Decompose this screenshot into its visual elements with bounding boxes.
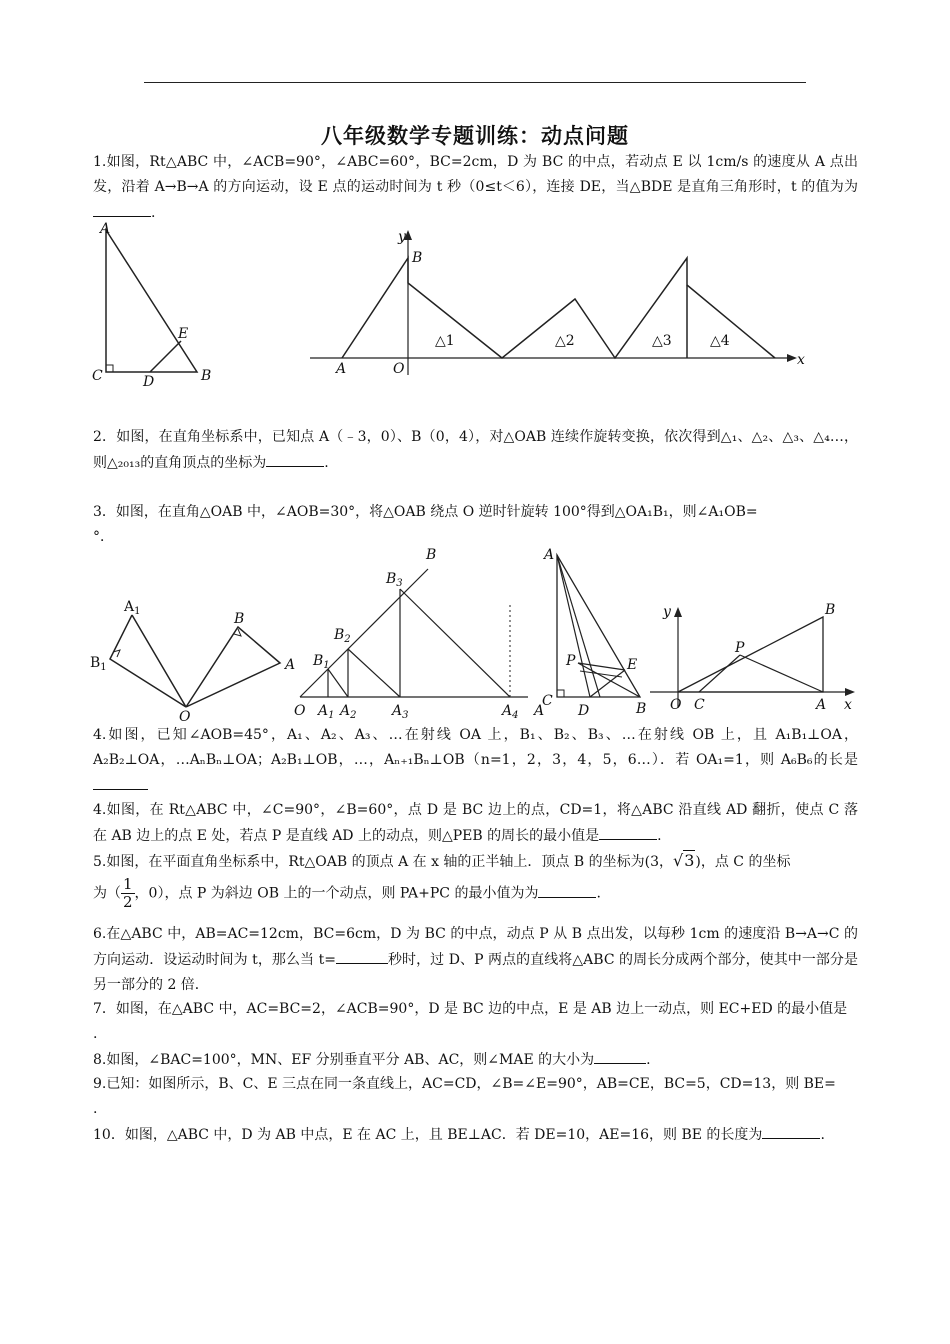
fig2-triangle-3: △3 (652, 333, 672, 349)
question-2-text: 2．如图，在直角坐标系中，已知点 A（﹣3，0）、B（0，4），对△OAB 连续作旋转变换，依次得到△₁、△₂、△₃、△₄…，则△₂₀₁₃的直角顶点的坐标为 (93, 429, 858, 471)
question-4a-text: 4.如图，已知∠AOB=45°，A₁、A₂、A₃、…在射线 OA 上，B₁、B₂、B₃、…在射线 OB 上，且 A₁B₁⊥OA，A₂B₂⊥OA，…AₙBₙ⊥OA；A₂B₁⊥OB，…，Aₙ₊₁Bₙ⊥OB（n=1，2，3，4，5，6…）．若 OA₁=1，则 A₆B₆的长是 (93, 727, 858, 768)
question-8-text: 8.如图，∠BAC=100°，MN、EF 分别垂直平分 AB、AC，则∠MAE 的大小为 (93, 1052, 595, 1068)
question-6-text-1: 6.在△ABC 中，AB=AC=12cm，BC=6cm，D 为 BC 的中点，动点 P 从 B 点出发，以每秒 1cm 的速度沿 B→A→C 的方向运动．设运动时间为 t，那么当 t= (93, 926, 858, 968)
fig1-label-d: D (143, 374, 155, 390)
fig5-label-e: E (627, 657, 638, 673)
answer-blank[interactable] (538, 881, 596, 898)
fig2-label-o: O (393, 361, 405, 377)
figure-triangle-abc (85, 220, 225, 390)
fig4-label-a1: $A_1$ (318, 703, 335, 721)
fig1-label-c: C (92, 368, 103, 384)
answer-blank[interactable] (594, 1047, 646, 1064)
page-title: 八年级数学专题训练：动点问题 (321, 124, 629, 148)
fig6-label-y: y (663, 604, 671, 620)
question-1: 1.如图，Rt△ABC 中，∠ACB=90°，∠ABC=60°，BC=2cm，D 为 BC 的中点，若动点 E 以 1cm/s 的速度从 A 点出发，沿着 A→B→A 的方向运动，设 E 点的运动时间为 t 秒（0≤t＜6），连接 DE，当△BDE 是直角三角形时，t 的值为为. (93, 154, 858, 221)
fig4-label-a3: $A_3$ (392, 703, 409, 721)
answer-blank[interactable] (266, 450, 324, 467)
question-7: 7．如图，在△ABC 中，AC=BC=2，∠ACB=90°，D 是 BC 边的中点，E 是 AB 边上一动点，则 EC+ED 的最小值是 . (93, 1001, 848, 1042)
fig6-label-a: A (816, 697, 827, 713)
fig5-label-a: A (544, 547, 555, 563)
answer-blank[interactable] (93, 200, 151, 217)
fig4-label-b1: $B_1$ (313, 653, 330, 671)
figure-coordinate-triangle (650, 598, 865, 720)
figure-fold-triangle (532, 545, 652, 720)
fig4-label-o: O (294, 703, 306, 719)
question-10-text: 10．如图，△ABC 中，D 为 AB 中点，E 在 AC 上，且 BE⊥AC．若 DE=10，AE=16，则 BE 的长度为 (93, 1127, 763, 1143)
question-10: 10．如图，△ABC 中，D 为 AB 中点，E 在 AC 上，且 BE⊥AC．若 DE=10，AE=16，则 BE 的长度为 . (93, 1122, 858, 1148)
fig5-label-c: C (542, 693, 553, 709)
question-9-text: 9.已知：如图所示，B、C、E 三点在同一条直线上，AC=CD，∠B=∠E=90°，AB=CE，BC=5，CD=13，则 BE= (93, 1076, 836, 1092)
fig1-label-a: A (100, 221, 111, 237)
figure-staircase-perpendiculars (288, 545, 553, 725)
fig1-label-e: E (178, 326, 189, 342)
fig6-label-o: O (670, 697, 682, 713)
fig4-label-a4: $A_4$ (502, 703, 519, 721)
fig2-label-x: x (797, 352, 805, 368)
question-7-text: 7．如图，在△ABC 中，AC=BC=2，∠ACB=90°，D 是 BC 边的中点，E 是 AB 边上一动点，则 EC+ED 的最小值是 (93, 1001, 848, 1017)
fig2-label-b: B (412, 250, 423, 266)
fig4-label-b2: $B_2$ (334, 627, 351, 645)
fraction-half: $\frac{1}{2}$ (123, 875, 133, 911)
question-5-text-1: 5.如图，在平面直角坐标系中，Rt△OAB 的顶点 A 在 x 轴的正半轴上．顶点 B 的坐标为(3， (93, 854, 673, 870)
fig5-label-d: D (578, 703, 590, 719)
sqrt-symbol: √3 (672, 851, 695, 870)
fig6-label-x: x (844, 697, 852, 713)
fig4-label-b: B (426, 547, 437, 563)
question-5: 5.如图，在平面直角坐标系中，Rt△OAB 的顶点 A 在 x 轴的正半轴上．顶点 B 的坐标为(3，√3)，点 C 的坐标 为（ $\frac{1}{2}$ ，0），点 P 为斜边 OB 上的一个动点，则 PA+PC 的最小值为为 . (93, 847, 858, 911)
question-2: 2．如图，在直角坐标系中，已知点 A（﹣3，0）、B（0，4），对△OAB 连续作旋转变换，依次得到△₁、△₂、△₃、△₄…，则△₂₀₁₃的直角顶点的坐标为 . (93, 429, 858, 471)
question-6: 6.在△ABC 中，AB=AC=12cm，BC=6cm，D 为 BC 的中点，动点 P 从 B 点出发，以每秒 1cm 的速度沿 B→A→C 的方向运动．设运动时间为 t，那么当 t= 秒时，过 D、P 两点的直线将△ABC 的周长分成两个部分，使其中一部分是另一部分的 2 倍． (93, 926, 858, 993)
fig6-label-c: C (694, 697, 705, 713)
fig2-triangle-1: △1 (435, 333, 455, 349)
fig3-label-a1: $A_1$ (124, 599, 141, 617)
fig3-label-a: A (285, 657, 296, 673)
fig2-label-y: y (398, 229, 406, 245)
fig5-label-p: P (566, 653, 576, 669)
fig3-label-o: O (179, 709, 191, 725)
fig4-label-a2: $A_2$ (340, 703, 357, 721)
fig4-label-b3: $B_3$ (386, 571, 403, 589)
fig4-label-a: A (534, 703, 545, 719)
answer-blank[interactable] (762, 1122, 820, 1139)
question-8: 8.如图，∠BAC=100°，MN、EF 分别垂直平分 AB、AC，则∠MAE 的大小为 . (93, 1047, 858, 1073)
question-3-text: 3．如图，在直角△OAB 中，∠AOB=30°，将△OAB 绕点 O 逆时针旋转 100°得到△OA₁B₁，则∠A₁OB= (93, 504, 758, 520)
fig3-label-b1: $B_1$ (90, 655, 107, 673)
answer-blank[interactable] (93, 773, 148, 790)
header-rule (144, 82, 806, 83)
figure-rotated-triangle (88, 595, 303, 725)
fig6-label-b: B (825, 602, 836, 618)
figure-rotation-axes (305, 225, 815, 385)
fig6-label-p: P (735, 640, 745, 656)
question-9: 9.已知：如图所示，B、C、E 三点在同一条直线上，AC=CD，∠B=∠E=90°，AB=CE，BC=5，CD=13，则 BE= . (93, 1076, 836, 1117)
question-3: 3．如图，在直角△OAB 中，∠AOB=30°，将△OAB 绕点 O 逆时针旋转 100°得到△OA₁B₁，则∠A₁OB= °． (93, 504, 758, 545)
question-4a (93, 723, 858, 799)
answer-blank[interactable] (336, 947, 388, 964)
fig5-label-b: B (636, 701, 647, 717)
answer-blank[interactable] (599, 823, 657, 840)
question-4b: 4.如图，在 Rt△ABC 中，∠C=90°，∠B=60°，点 D 是 BC 边上的点，CD=1，将△ABC 沿直线 AD 翻折，使点 C 落在 AB 边上的点 E 处，若点 P 是直线 AD 上的动点，则△PEB 的周长的最小值是 . (93, 802, 858, 844)
fig2-label-a: A (336, 361, 347, 377)
fig2-triangle-4: △4 (710, 333, 730, 349)
question-4b-text: 4.如图，在 Rt△ABC 中，∠C=90°，∠B=60°，点 D 是 BC 边上的点，CD=1，将△ABC 沿直线 AD 翻折，使点 C 落在 AB 边上的点 E 处，若点 P 是直线 AD 上的动点，则△PEB 的周长的最小值是 (93, 802, 858, 844)
fig3-label-b: B (234, 611, 245, 627)
question-1-text: 1.如图，Rt△ABC 中，∠ACB=90°，∠ABC=60°，BC=2cm，D 为 BC 的中点，若动点 E 以 1cm/s 的速度从 A 点出发，沿着 A→B→A 的方向运动，设 E 点的运动时间为 t 秒（0≤t＜6），连接 DE，当△BDE 是直角三角形时，t 的值为为 (93, 154, 858, 195)
fig1-label-b: B (201, 368, 212, 384)
fig2-triangle-2: △2 (555, 333, 575, 349)
